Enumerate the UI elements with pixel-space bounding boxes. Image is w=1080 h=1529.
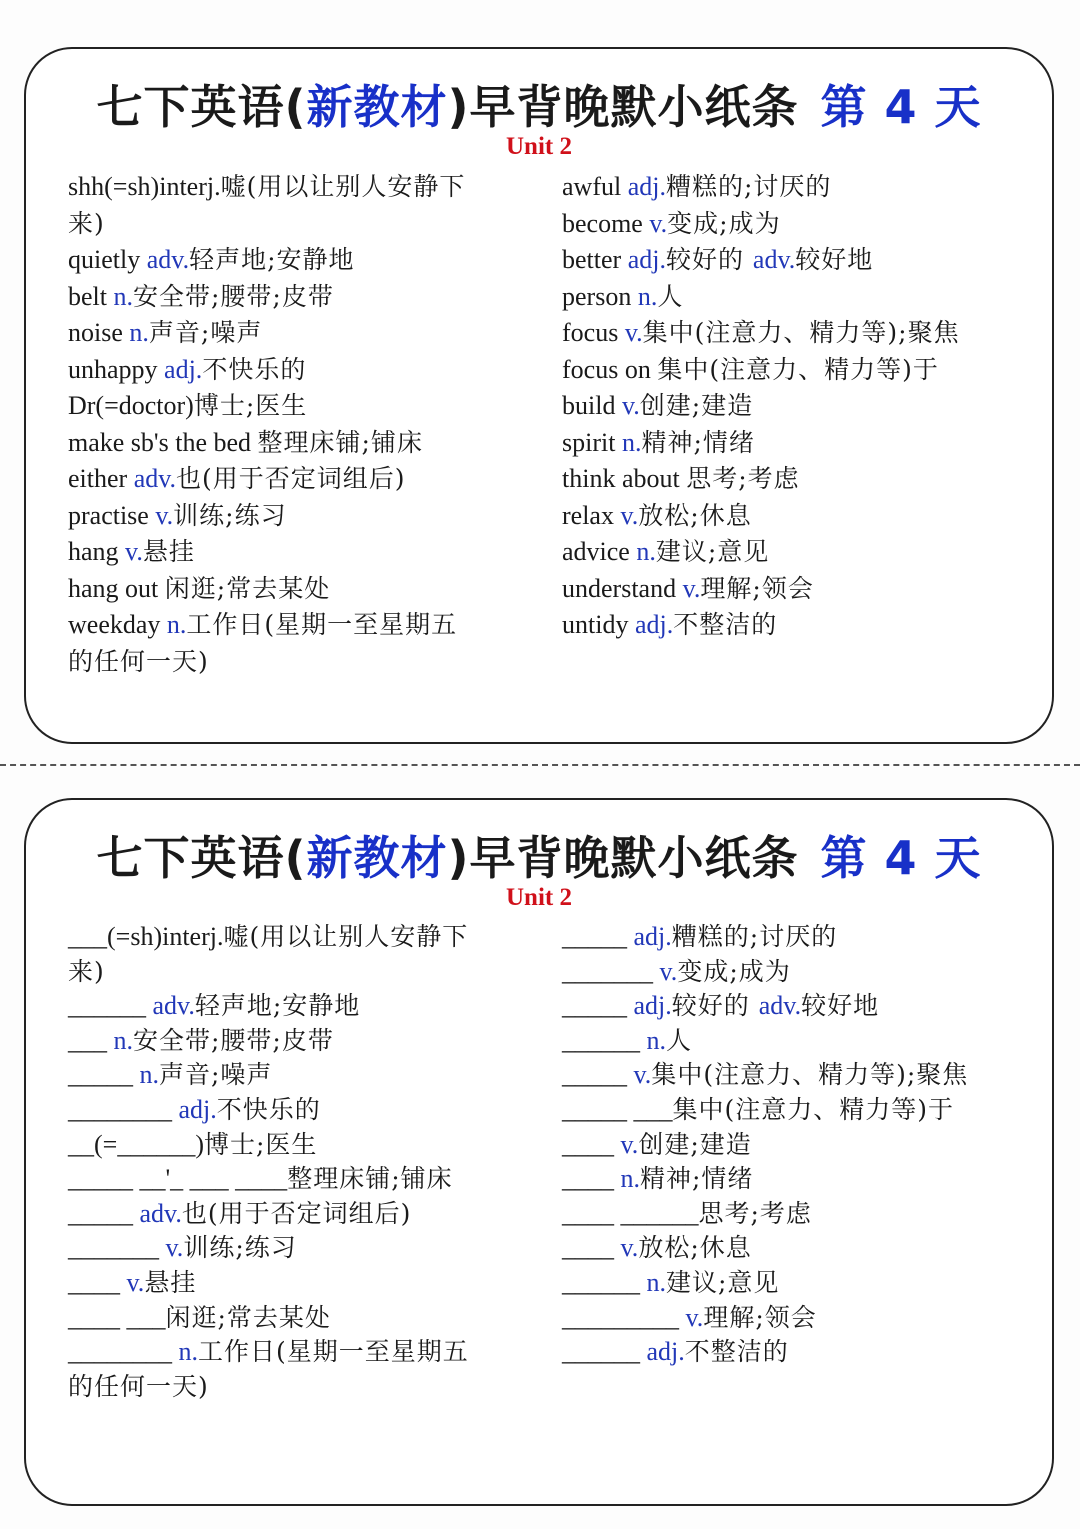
chinese-meaning: 训练;练习: [173, 500, 287, 530]
vocab-line: [68, 1093, 538, 1128]
word-text: ____: [562, 1129, 621, 1159]
part-of-speech: adv.: [752, 245, 796, 274]
chinese-meaning: 安全带;腰带;皮带: [133, 281, 334, 311]
vocab-line: [68, 1128, 538, 1163]
part-of-speech: n.: [129, 318, 149, 347]
word-text: ______: [68, 991, 153, 1021]
vocab-line: [562, 1301, 1032, 1336]
cut-line-divider: [0, 764, 1080, 766]
title-prefix: 七下英语(: [96, 831, 307, 885]
word-text: __(=______): [68, 1129, 204, 1159]
word-text: untidy: [562, 610, 635, 639]
word-text: ______: [562, 1337, 647, 1367]
chinese-meaning: 理解;领会: [700, 573, 814, 603]
chinese-meaning: 嘘(用以让别人安静下: [220, 172, 466, 201]
word-text: focus on: [562, 354, 658, 384]
word-text: make sb's the bed: [68, 427, 258, 457]
word-text: ______: [562, 1025, 647, 1055]
chinese-meaning: 精神;情绪: [640, 1164, 754, 1194]
vocab-line: [68, 461, 538, 498]
vocab-line: [562, 315, 1032, 352]
chinese-meaning: 精神;情绪: [641, 427, 755, 457]
part-of-speech: n.: [620, 1164, 640, 1194]
word-text: weekday: [68, 610, 167, 639]
vocab-line: [562, 206, 1032, 243]
vocab-line: [562, 1197, 1032, 1232]
part-of-speech: v.: [649, 208, 668, 238]
chinese-meaning: 人: [666, 1025, 693, 1055]
word-text: belt: [68, 281, 114, 311]
word-text: spirit: [562, 427, 622, 457]
word-text: better: [562, 245, 628, 274]
chinese-meaning: 悬挂: [142, 537, 195, 566]
word-text: Dr(=doctor): [68, 391, 194, 420]
part-of-speech: n.: [166, 610, 187, 639]
chinese-meaning: 较好地: [801, 991, 880, 1021]
word-text: noise: [68, 318, 130, 347]
vocab-line: [68, 498, 538, 535]
part-of-speech: n.: [621, 427, 642, 457]
vocab-line: [562, 1266, 1032, 1301]
part-of-speech: adv.: [758, 991, 802, 1021]
word-text: _____: [68, 1060, 140, 1090]
part-of-speech: adj.: [646, 1337, 685, 1367]
word-text: build: [562, 391, 622, 420]
part-of-speech: v.: [125, 537, 143, 566]
part-of-speech: n.: [637, 281, 658, 311]
vocab-line: [562, 989, 1032, 1024]
vocab-line: [562, 607, 1032, 644]
vocab-line: [562, 1058, 1032, 1093]
word-text: relax: [562, 500, 621, 530]
word-text: ____: [562, 1233, 621, 1263]
part-of-speech: v.: [620, 1129, 639, 1159]
vocab-line: [68, 315, 538, 352]
vocab-line: [68, 644, 538, 681]
word-text: ______: [562, 1267, 647, 1297]
chinese-meaning: 声音;噪声: [159, 1060, 273, 1090]
chinese-meaning: 的任何一天): [68, 646, 209, 676]
part-of-speech: n.: [646, 1025, 666, 1055]
chinese-meaning: 工作日(星期一至星期五: [198, 1337, 469, 1367]
chinese-meaning: 思考;考虑: [686, 464, 800, 493]
vocab-line: [68, 1301, 538, 1336]
part-of-speech: n.: [178, 1337, 198, 1367]
word-text: awful: [562, 172, 628, 201]
blank-list-right: [562, 920, 1032, 1370]
part-of-speech: adj.: [633, 922, 672, 951]
part-of-speech: adj.: [627, 245, 666, 274]
chinese-meaning: 博士;医生: [203, 1129, 318, 1159]
vocab-line: [562, 352, 1032, 389]
word-text: hang: [68, 537, 126, 566]
part-of-speech: v.: [685, 1302, 704, 1332]
part-of-speech: n.: [636, 537, 656, 566]
part-of-speech: adj.: [634, 610, 674, 639]
vocab-line: [68, 242, 538, 279]
word-text: ___(=sh)interj.: [68, 922, 224, 951]
vocab-line: [562, 534, 1032, 571]
word-text: _______: [68, 1233, 166, 1263]
chinese-meaning: 嘘(用以让别人安静下: [223, 922, 469, 951]
chinese-meaning: 来): [68, 956, 105, 986]
chinese-meaning: 建议;意见: [666, 1267, 780, 1297]
vocab-line: [68, 388, 538, 425]
vocab-line: [68, 1024, 538, 1059]
chinese-meaning: 不快乐的: [202, 354, 307, 384]
chinese-meaning: 糟糕的;讨厌的: [665, 172, 832, 201]
chinese-meaning: 较好地: [795, 245, 874, 274]
word-text: person: [562, 281, 638, 311]
part-of-speech: n.: [113, 281, 133, 311]
part-of-speech: v.: [659, 956, 678, 986]
chinese-meaning: 集中(注意力、精力等)于: [657, 354, 939, 384]
part-of-speech: adv.: [152, 991, 195, 1021]
vocab-line: [68, 1266, 538, 1301]
vocab-line: [562, 1024, 1032, 1059]
vocab-line: [562, 169, 1032, 206]
chinese-meaning: 放松;休息: [638, 500, 752, 530]
chinese-meaning: 也(用于否定词组后): [176, 464, 406, 493]
vocab-line: [562, 461, 1032, 498]
word-list-left: [68, 169, 538, 680]
vocab-line: [68, 1058, 538, 1093]
word-text: advice: [562, 537, 637, 566]
word-text: _______: [562, 956, 660, 986]
chinese-meaning: 声音;噪声: [148, 318, 263, 347]
chinese-meaning: 轻声地;安静地: [194, 991, 361, 1021]
part-of-speech: n.: [139, 1060, 159, 1090]
chinese-meaning: 训练;练习: [183, 1233, 297, 1263]
chinese-meaning: 轻声地;安静地: [189, 245, 355, 274]
part-of-speech: adj.: [627, 172, 666, 201]
word-text: _____ ___: [562, 1094, 673, 1124]
chinese-meaning: 建议;意见: [655, 537, 770, 566]
word-text: ____ ______: [562, 1198, 699, 1228]
chinese-meaning: 变成;成为: [677, 956, 791, 986]
title-suffix: )早背晚默小纸条: [447, 831, 799, 885]
word-text: unhappy: [68, 354, 165, 384]
vocab-line: [562, 242, 1032, 279]
title-day: 第 4 天: [820, 831, 982, 885]
chinese-meaning: 的任何一天): [68, 1371, 209, 1401]
vocab-line: [68, 989, 538, 1024]
chinese-meaning: 不整洁的: [673, 610, 778, 639]
chinese-meaning: 闲逛;常去某处: [164, 573, 331, 603]
part-of-speech: adj.: [633, 991, 672, 1021]
vocab-line: [562, 1231, 1032, 1266]
chinese-meaning: 不整洁的: [684, 1337, 789, 1367]
part-of-speech: adv.: [146, 245, 190, 274]
word-text: ____ ___: [68, 1302, 166, 1332]
title-highlight: 新教材: [306, 831, 448, 885]
word-text: think about: [562, 464, 687, 493]
vocab-line: [562, 920, 1032, 955]
vocab-line: [562, 1128, 1032, 1163]
word-text: _________: [562, 1302, 686, 1332]
part-of-speech: n.: [646, 1267, 666, 1297]
word-text: ________: [68, 1337, 179, 1367]
chinese-meaning: 整理床铺;铺床: [287, 1164, 453, 1194]
vocab-line: [562, 571, 1032, 608]
word-text: _____ __'_ ___ ____: [68, 1164, 288, 1194]
part-of-speech: n.: [113, 1025, 133, 1055]
part-of-speech: v.: [155, 500, 174, 530]
vocab-line: [562, 955, 1032, 990]
chinese-meaning: 集中(注意力、精力等);聚焦: [642, 318, 960, 347]
title-prefix: 七下英语(: [96, 80, 307, 134]
vocab-line: [562, 1093, 1032, 1128]
part-of-speech: adj.: [164, 354, 203, 384]
word-text: ________: [68, 1094, 179, 1124]
part-of-speech: adv.: [133, 464, 177, 493]
word-text: quietly: [68, 245, 147, 274]
chinese-meaning: 较好的: [671, 991, 759, 1021]
blank-list-left: [68, 920, 538, 1404]
chinese-meaning: 人: [657, 281, 684, 311]
vocab-line: [68, 571, 538, 608]
word-text: practise: [68, 500, 156, 530]
sheet-title: [26, 71, 1052, 137]
word-text: focus: [562, 318, 625, 347]
title-highlight: 新教材: [306, 80, 448, 134]
vocab-card-dictation: [24, 798, 1054, 1506]
chinese-meaning: 集中(注意力、精力等)于: [672, 1094, 955, 1124]
part-of-speech: v.: [620, 500, 639, 530]
part-of-speech: v.: [624, 318, 643, 347]
chinese-meaning: 也(用于否定词组后): [181, 1198, 412, 1228]
part-of-speech: v.: [165, 1233, 184, 1263]
word-text: ___: [68, 1025, 114, 1055]
vocab-line: [68, 607, 538, 644]
vocab-line: [68, 206, 538, 243]
title-day: 第 4 天: [820, 80, 982, 134]
chinese-meaning: 糟糕的;讨厌的: [671, 922, 838, 951]
vocab-line: [68, 169, 538, 206]
part-of-speech: adv.: [139, 1198, 182, 1228]
vocab-line: [68, 920, 538, 955]
vocab-line: [562, 1335, 1032, 1370]
word-text: become: [562, 208, 650, 238]
word-text: either: [68, 464, 134, 493]
sheet-title: [26, 822, 1052, 888]
chinese-meaning: 理解;领会: [703, 1302, 817, 1332]
vocab-line: [68, 1370, 538, 1405]
word-text: _____: [562, 991, 634, 1021]
vocab-line: [562, 388, 1032, 425]
chinese-meaning: 变成;成为: [667, 208, 781, 238]
vocab-card-answers: [24, 47, 1054, 744]
chinese-meaning: 博士;医生: [193, 391, 308, 420]
word-text: ____: [68, 1267, 127, 1297]
part-of-speech: v.: [682, 573, 701, 603]
chinese-meaning: 悬挂: [144, 1267, 197, 1297]
vocab-line: [68, 1197, 538, 1232]
chinese-meaning: 创建;建造: [639, 391, 754, 420]
chinese-meaning: 闲逛;常去某处: [165, 1302, 331, 1332]
vocab-line: [68, 1162, 538, 1197]
vocab-line: [562, 1162, 1032, 1197]
vocab-line: [68, 425, 538, 462]
word-text: hang out: [68, 573, 165, 603]
chinese-meaning: 整理床铺;铺床: [257, 427, 423, 457]
word-text: understand: [562, 573, 683, 603]
vocab-line: [68, 279, 538, 316]
part-of-speech: v.: [621, 391, 640, 420]
vocab-line: [68, 1335, 538, 1370]
word-text: shh(=sh)interj.: [68, 172, 221, 201]
word-text: _____: [562, 1060, 634, 1090]
word-text: _____: [562, 922, 634, 951]
part-of-speech: v.: [633, 1060, 652, 1090]
part-of-speech: v.: [126, 1267, 145, 1297]
unit-label: Unit 2: [506, 884, 572, 911]
word-text: _____: [68, 1198, 140, 1228]
chinese-meaning: 集中(注意力、精力等);聚焦: [651, 1060, 969, 1090]
chinese-meaning: 来): [68, 208, 105, 238]
word-text: ____: [562, 1164, 621, 1194]
vocab-line: [562, 498, 1032, 535]
vocab-line: [562, 279, 1032, 316]
chinese-meaning: 不快乐的: [216, 1094, 321, 1124]
chinese-meaning: 放松;休息: [638, 1233, 752, 1263]
vocab-line: [68, 534, 538, 571]
chinese-meaning: 创建;建造: [638, 1129, 752, 1159]
chinese-meaning: 思考;考虑: [698, 1198, 812, 1228]
part-of-speech: adj.: [178, 1094, 217, 1124]
title-suffix: )早背晚默小纸条: [447, 80, 799, 134]
word-list-right: [562, 169, 1032, 644]
vocab-line: [562, 425, 1032, 462]
unit-label: Unit 2: [506, 133, 572, 160]
part-of-speech: v.: [620, 1233, 639, 1263]
vocab-line: [68, 352, 538, 389]
vocab-line: [68, 1231, 538, 1266]
vocab-line: [68, 955, 538, 990]
chinese-meaning: 较好的: [665, 245, 753, 274]
chinese-meaning: 工作日(星期一至星期五: [186, 610, 458, 639]
chinese-meaning: 安全带;腰带;皮带: [133, 1025, 334, 1055]
